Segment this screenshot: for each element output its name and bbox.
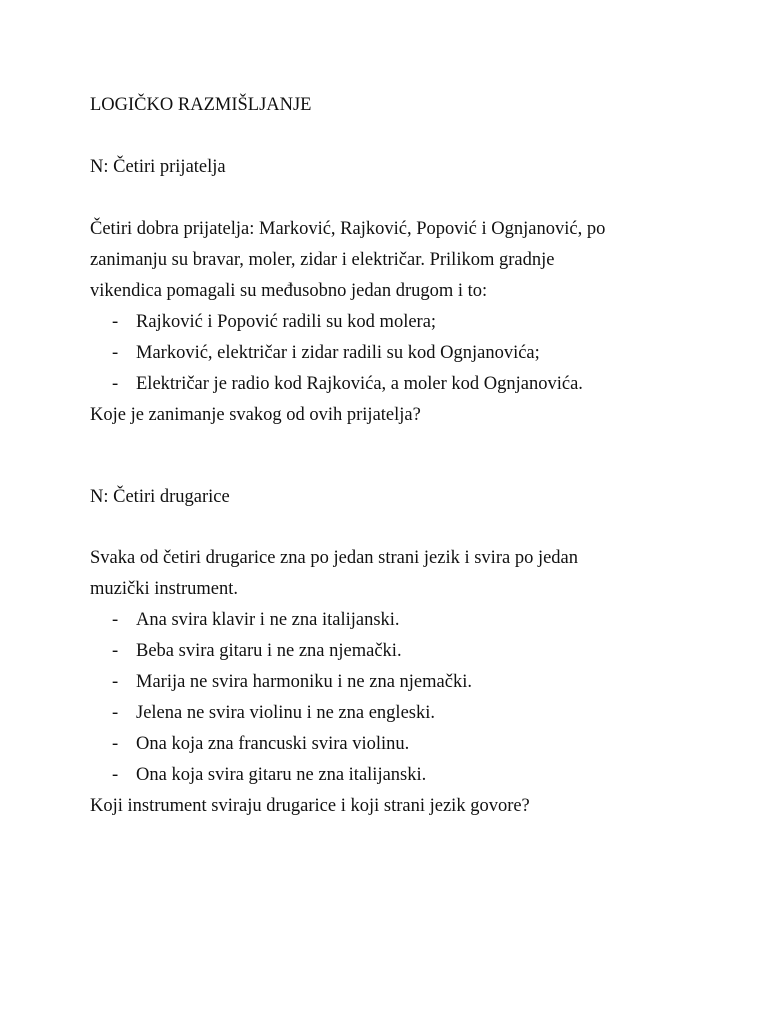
section-heading: N: Četiri drugarice (90, 487, 230, 507)
list-item-text: Beba svira gitaru i ne zna njemački. (136, 641, 402, 661)
paragraph-line: vikendica pomagali su međusobno jedan drugom i to: (90, 281, 488, 301)
list-item-text: Marija ne svira harmoniku i ne zna njemački. (136, 672, 472, 692)
list-item-text: Električar je radio kod Rajkovića, a moler kod Ognjanovića. (136, 374, 583, 394)
list-item-text: Jelena ne svira violinu i ne zna engleski. (136, 703, 435, 723)
paragraph-line: zanimanju su bravar, moler, zidar i električar. Prilikom gradnje (90, 250, 555, 270)
paragraph-line: muzički instrument. (90, 579, 238, 599)
question-text: Koje je zanimanje svakog od ovih prijatelja? (90, 405, 421, 425)
question-text: Koji instrument sviraju drugarice i koji strani jezik govore? (90, 796, 530, 816)
list-item-text: Ona koja zna francuski svira violinu. (136, 734, 410, 754)
section-heading: N: Četiri prijatelja (90, 157, 226, 177)
bullet-marker: - (112, 343, 119, 363)
paragraph-line: Četiri dobra prijatelja: Marković, Rajković, Popović i Ognjanović, po (90, 219, 606, 239)
list-item-text: Rajković i Popović radili su kod molera; (136, 312, 437, 332)
bullet-marker: - (112, 765, 119, 785)
list-item-text: Marković, električar i zidar radili su kod Ognjanovića; (136, 343, 540, 363)
document-page (90, 0, 690, 1024)
list-item-text: Ana svira klavir i ne zna italijanski. (136, 610, 400, 630)
bullet-marker: - (112, 734, 119, 754)
bullet-marker: - (112, 374, 119, 394)
list-item-text: Ona koja svira gitaru ne zna italijanski. (136, 765, 427, 785)
bullet-marker: - (112, 610, 119, 630)
bullet-marker: - (112, 703, 119, 723)
bullet-marker: - (112, 312, 119, 332)
paragraph-line: Svaka od četiri drugarice zna po jedan strani jezik i svira po jedan (90, 548, 579, 568)
bullet-marker: - (112, 641, 119, 661)
bullet-marker: - (112, 672, 119, 692)
document-title: LOGIČKO RAZMIŠLJANJE (90, 95, 312, 115)
